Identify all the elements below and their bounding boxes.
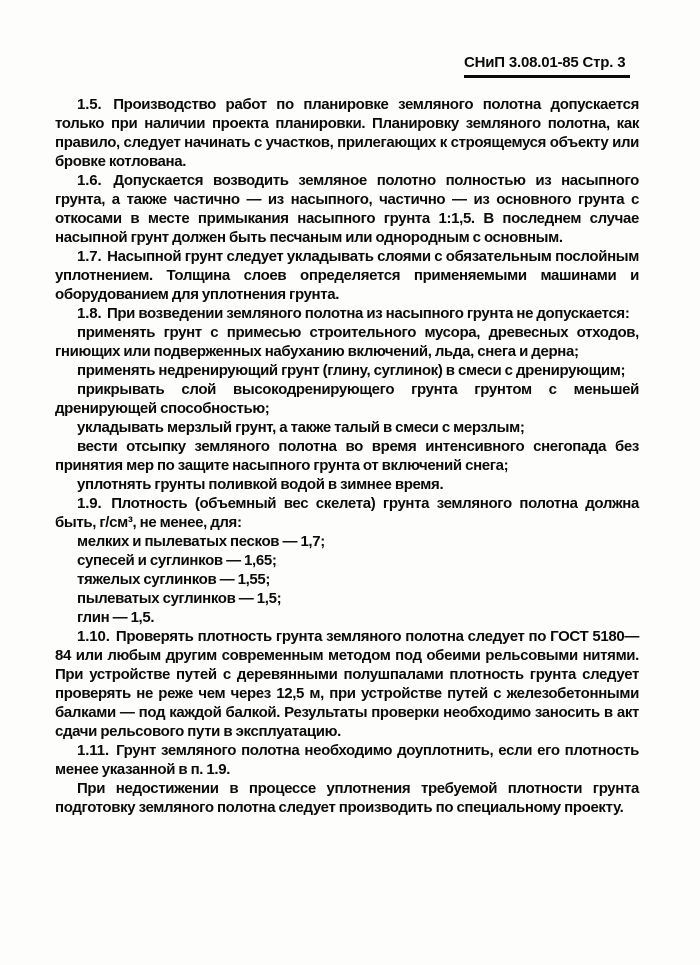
body-paragraph: пылеватых суглинков — 1,5; [77, 590, 282, 607]
clause-paragraph: 1.7. Насыпной грунт следует укладывать слоями с обязательным послойным уплотнением. Толщина слоев определяется применяемыми машинами и оборудованием для уплотнения грунта. [55, 248, 639, 303]
document-body [55, 95, 639, 817]
body-paragraph: глин — 1,5. [77, 609, 155, 626]
body-paragraph: укладывать мерзлый грунт, а также талый в смеси с мерзлым; [77, 419, 525, 436]
body-paragraph: вести отсыпку земляного полотна во время интенсивного снегопада без принятия мер по защите насыпного грунта от включений снега; [55, 438, 639, 474]
body-paragraph: прикрывать слой высокодренирующего грунта грунтом с меньшей дренирующей способностью; [55, 381, 639, 417]
clause-paragraph: 1.10. Проверять плотность грунта земляного полотна следует по ГОСТ 5180—84 или любым другим современным методом под обеими рельсовыми нитями. При устройстве путей с деревянными полушпалами плотность грунта следует проверять не реже чем через 12,5 м, при устройстве путей с железобетонными балками — под каждой балкой. Результаты проверки необходимо заносить в акт сдачи рельсового пути в эксплуатацию. [55, 628, 639, 740]
clause-number: 1.10. [77, 628, 110, 645]
document-code-and-page-number: СНиП 3.08.01-85 Стр. 3 [464, 54, 626, 71]
clause-paragraph: 1.9. Плотность (объемный вес скелета) грунта земляного полотна должна быть, г/см³, не менее, для: [55, 495, 639, 531]
clause-number: 1.11. [77, 742, 110, 759]
body-paragraph: супесей и суглинков — 1,65; [77, 552, 277, 569]
body-paragraph: При недостижении в процессе уплотнения требуемой плотности грунта подготовку земляного полотна следует производить по специальному проекту. [55, 780, 639, 816]
body-paragraph: тяжелых суглинков — 1,55; [77, 571, 271, 588]
clause-paragraph: 1.8. При возведении земляного полотна из насыпного грунта не допускается: [77, 305, 630, 322]
clause-number: 1.5. [77, 96, 102, 113]
clause-paragraph: 1.6. Допускается возводить земляное полотно полностью из насыпного грунта, а также частично — из насыпного, частично — из основного грунта с откосами в месте примыкания насыпного грунта 1:1,5. В последнем случае насыпной грунт должен быть песчаным или однородным с основным. [55, 172, 639, 246]
clause-number: 1.8. [77, 305, 102, 322]
page-header [464, 54, 630, 78]
clause-number: 1.6. [77, 172, 102, 189]
body-paragraph: применять недренирующий грунт (глину, суглинок) в смеси с дренирующим; [77, 362, 626, 379]
clause-paragraph: 1.11. Грунт земляного полотна необходимо доуплотнить, если его плотность менее указанной в п. 1.9. [55, 742, 639, 778]
body-paragraph: уплотнять грунты поливкой водой в зимнее время. [77, 476, 444, 493]
clause-number: 1.7. [77, 248, 102, 265]
clause-number: 1.9. [77, 495, 102, 512]
body-paragraph: мелких и пылеватых песков — 1,7; [77, 533, 325, 550]
clause-paragraph: 1.5. Производство работ по планировке земляного полотна допускается только при наличии проекта планировки. Планировку земляного полотна, как правило, следует начинать с участков, прилегающих к строящемуся объекту или бровке котлована. [55, 96, 639, 170]
body-paragraph: применять грунт с примесью строительного мусора, древесных отходов, гниющих или подверженных набуханию включений, льда, снега и дерна; [55, 324, 639, 360]
